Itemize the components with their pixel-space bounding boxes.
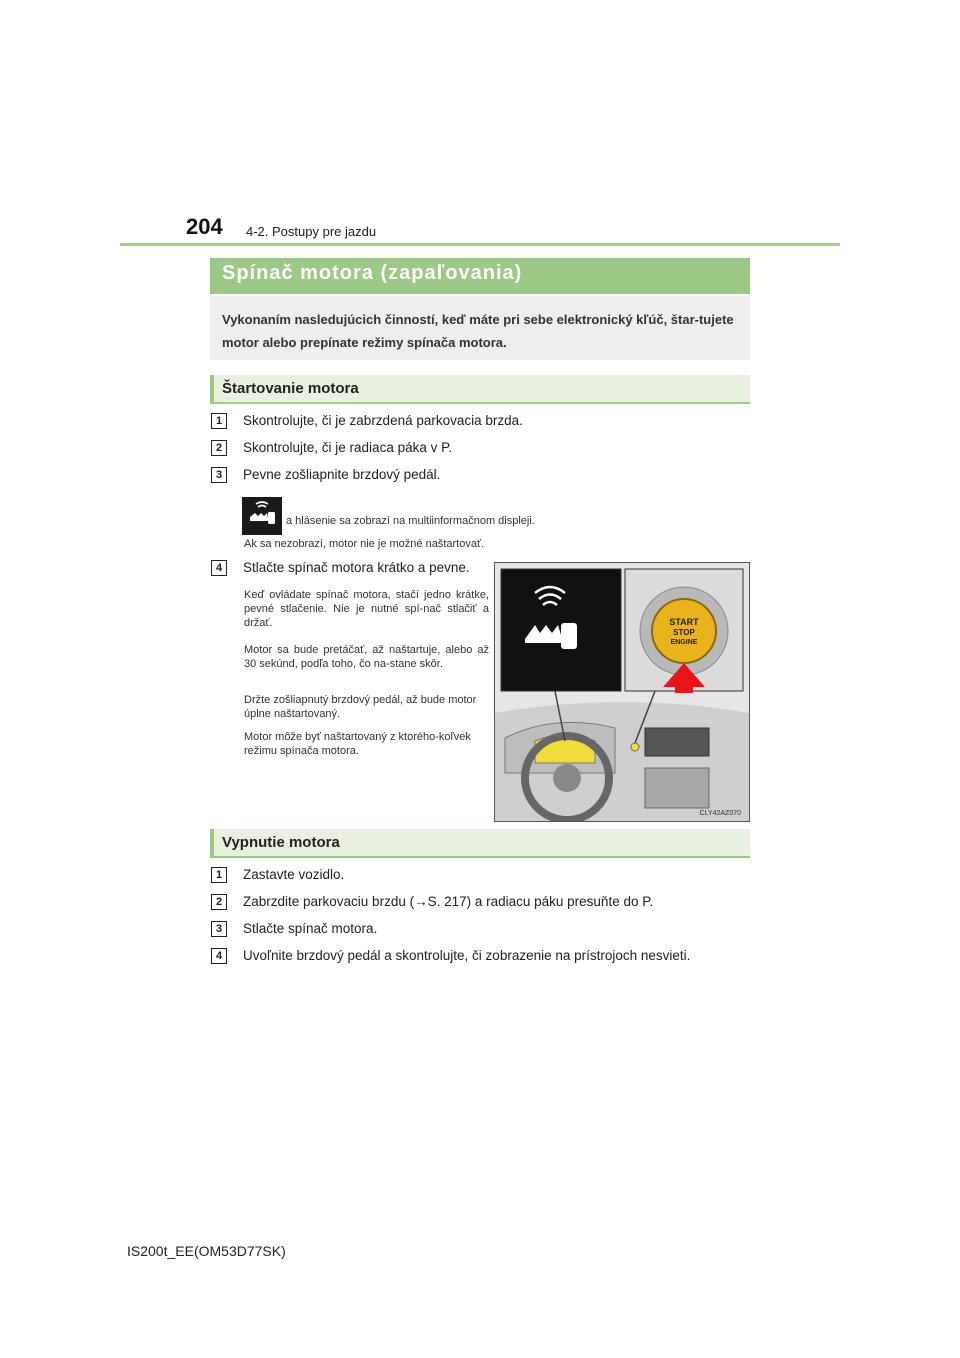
step-number: 4	[211, 560, 227, 576]
note-paragraph-1: Keď ovládate spínač motora, stačí jedno krátke, pevné stlačenie. Nie je nutné spí-nač stlačiť a držať.	[244, 589, 489, 629]
step-text: Uvoľnite brzdový pedál a skontrolujte, či zobrazenie na prístrojoch nesvieti.	[243, 948, 691, 963]
note-paragraph-2: Motor sa bude pretáčať, až naštartuje, alebo až 30 sekúnd, podľa toho, čo na-stane skôr.	[244, 644, 489, 670]
header-rule	[120, 243, 840, 246]
icon-note-2: Ak sa nezobrazí, motor nie je možné naštartovať.	[244, 538, 485, 550]
stop-heading-text: Vypnutie motora	[222, 834, 340, 851]
step-number: 1	[211, 413, 227, 429]
step-number: 2	[211, 894, 227, 910]
illustration	[494, 562, 750, 822]
button-label-stop: STOP	[673, 628, 695, 637]
key-indicator-box	[242, 497, 282, 535]
button-label-engine: ENGINE	[670, 639, 698, 646]
start-heading-text: Štartovanie motora	[222, 380, 359, 397]
step-text: Skontrolujte, či je radiaca páka v P.	[243, 440, 453, 455]
illustration-code: CLY42AZ070	[699, 810, 741, 817]
step-number: 2	[211, 440, 227, 456]
intro-box	[210, 296, 750, 360]
step-number: 3	[211, 921, 227, 937]
section-label: 4-2. Postupy pre jazdu	[246, 224, 377, 239]
dashboard-illustration	[495, 563, 749, 821]
step-text: Zabrzdite parkovaciu brzdu (→S. 217) a radiacu páku presuňte do P.	[243, 894, 654, 909]
step-text: Zastavte vozidlo.	[243, 867, 345, 882]
step-text: Stlačte spínač motora krátko a pevne.	[243, 560, 470, 575]
step-text: Stlačte spínač motora.	[243, 921, 378, 936]
step-text: Skontrolujte, či je zabrzdená parkovacia brzda.	[243, 413, 523, 428]
page-title: Spínač motora (zapaľovania)	[222, 262, 523, 284]
note-paragraph-4: Motor môže byť naštartovaný z ktorého-koľvek režimu spínača motora.	[244, 731, 471, 757]
step-text: Pevne zošliapnite brzdový pedál.	[243, 467, 441, 482]
stop-heading	[210, 829, 750, 858]
intro-text: Vykonaním nasledujúcich činností, keď máte pri sebe elektronický kľúč, štar-tujete motor alebo prepínate režimy spínača motora.	[222, 312, 734, 350]
step-number: 3	[211, 467, 227, 483]
icon-note: a hlásenie sa zobrazí na multiinformačnom displeji.	[286, 515, 535, 527]
note-paragraph-3: Držte zošliapnutý brzdový pedál, až bude motor úplne naštartovaný.	[244, 694, 477, 720]
start-heading	[210, 375, 750, 404]
step-number: 4	[211, 948, 227, 964]
step-number: 1	[211, 867, 227, 883]
button-label-start: START	[669, 617, 699, 627]
title-bar	[210, 258, 750, 294]
footer-code: IS200t_EE(OM53D77SK)	[127, 1243, 286, 1259]
key-wave-icon	[242, 497, 282, 535]
page-number: 204	[186, 214, 223, 239]
